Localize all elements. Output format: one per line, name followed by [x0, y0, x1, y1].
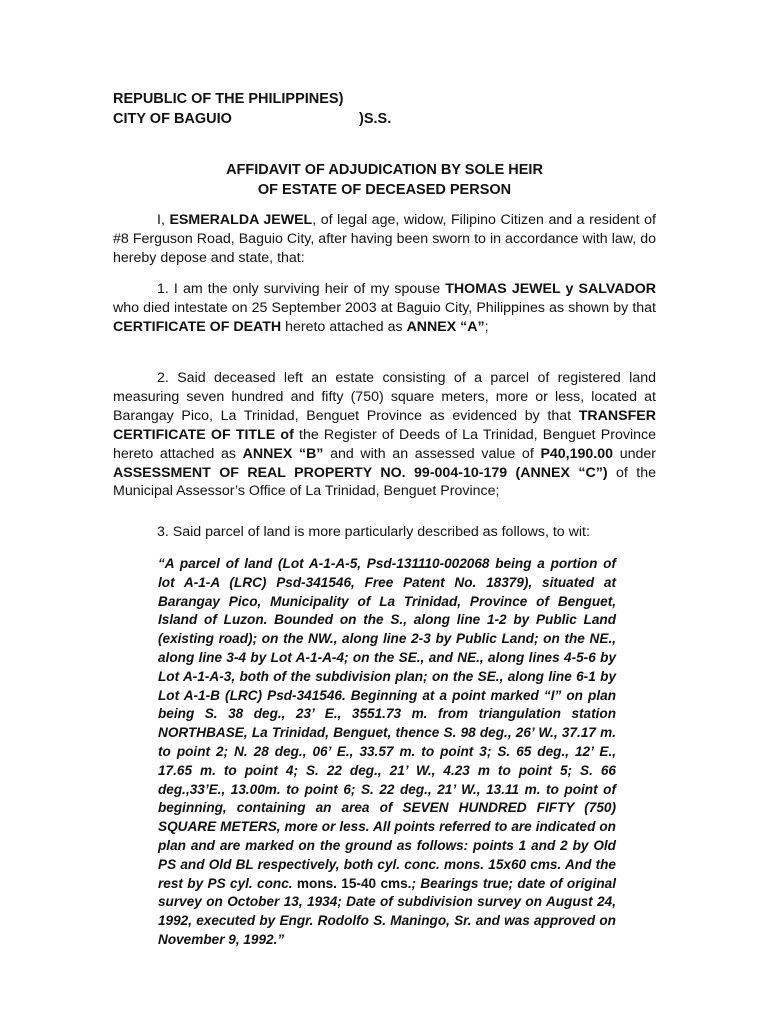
description-text-2: mons. 15-40 cms. — [296, 875, 412, 891]
paragraph-3: 3. Said parcel of land is more particularly described as follows, to wit: — [157, 524, 590, 540]
venue-city: CITY OF BAGUIO — [113, 111, 232, 127]
description-text-3: ; Bearings true; date of original survey on October 13, 1934; Date of subdivision survey on August 24, 1992, executed by Engr. Rodolfo S. Maningo, Sr. and was approved on November 9, 1992.” — [158, 875, 617, 947]
item2-text-3: and with an assessed value of — [323, 445, 541, 462]
item2-text-5: of the Municipal Assessor’s Office of La Trinidad, Benguet Province; — [113, 464, 656, 500]
item1-text-3: hereto attached as — [281, 318, 407, 335]
venue-ss: )S.S. — [359, 111, 392, 127]
title-line-2: OF ESTATE OF DECEASED PERSON — [257, 182, 512, 198]
document-title — [113, 160, 656, 200]
intro-text-2: , of legal age, widow, Filipino Citizen and a resident of #8 Ferguson Road, Baguio City, after having been sworn to in accordance with law, do hereby depose and state, that: — [113, 212, 656, 266]
annex-a: ANNEX “A” — [406, 318, 485, 335]
transfer-certificate-of-title: TRANSFER CERTIFICATE OF TITLE of — [113, 407, 656, 443]
venue-republic: REPUBLIC OF THE PHILIPPINES) — [113, 91, 344, 107]
certificate-of-death: CERTIFICATE OF DEATH — [113, 318, 282, 335]
paragraph-1 — [113, 280, 656, 337]
paragraph-2 — [113, 369, 656, 501]
land-description-quote — [158, 555, 616, 950]
assessment-of-real-property: ASSESSMENT OF REAL PROPERTY NO. 99-004-10-179 (ANNEX “C”) — [113, 464, 608, 481]
annex-b: ANNEX “B” — [242, 445, 324, 462]
intro-text-1: I, — [157, 212, 170, 228]
item1-text-2: who died intestate on 25 September 2003 at Baguio City, Philippines as shown by that — [113, 299, 656, 316]
item1-text-4: ; — [484, 318, 489, 335]
venue-city-row — [113, 109, 391, 129]
item2-text-1: 2. Said deceased left an estate consisting of a parcel of registered land measuring seven hundred and fifty (750) square meters, more or less, located at Barangay Pico, La Trinidad, Benguet Province as evidenced by that — [113, 370, 656, 424]
title-line-1: AFFIDAVIT OF ADJUDICATION BY SOLE HEIR — [226, 162, 543, 178]
item1-text-1: 1. I am the only surviving heir of my spouse — [157, 281, 446, 297]
affiant-name: ESMERALDA JEWEL — [169, 212, 313, 228]
item2-text-2: the Register of Deeds of La Trinidad, Benguet Province hereto attached as — [113, 426, 657, 462]
intro-paragraph — [113, 211, 656, 268]
spouse-name: THOMAS JEWEL y SALVADOR — [445, 281, 657, 297]
venue-caption — [113, 89, 391, 129]
description-text-1: “A parcel of land (Lot A-1-A-5, Psd-131110-002068 being a portion of lot A-1-A (LRC) Psd-341546, Free Patent No. 18379), situated at Barangay Pico, Municipality of La Trinidad, Province of Benguet, Island of Luzon. Bounded on the S., along line 1-2 by Public Land (existing road); on the NW., along line 2-3 by Public Land; on the NE., along line 3-4 by Lot A-1-A-4; on the SE., and NE., along lines 4-5-6 by Lot A-1-A-3, both of the subdivision plan; on the SE., along line 6-1 by Lot A-1-B (LRC) Psd-341546. Beginning at a point marked “I” on plan being S. 38 deg., 23’ E., 3551.73 m. from triangulation station NORTHBASE, La Trinidad, Benguet, thence S. 98 deg., 26’ W., 37.17 m. to point 2; N. 28 deg., 06’ E., 33.57 m. to point 3; S. 65 deg., 12’ E., 17.65 m. to point 4; S. 22 deg., 21’ W., 4.23 m to point 5; S. 66 deg.,33’E., 13.00m. to point 6; S. 22 deg., 21’ W., 13.11 m. to point of beginning, containing an area of SEVEN HUNDRED FIFTY (750) SQUARE METERS, more or less. All points referred to are indicated on plan and are marked on the ground as follows: points 1 and 2 by Old PS and Old BL respectively, both cyl. conc. mons. 15x60 cms. And the rest by PS cyl. conc. — [158, 556, 616, 891]
item2-text-4: under — [613, 445, 656, 462]
assessed-value: P40,190.00 — [540, 445, 614, 462]
